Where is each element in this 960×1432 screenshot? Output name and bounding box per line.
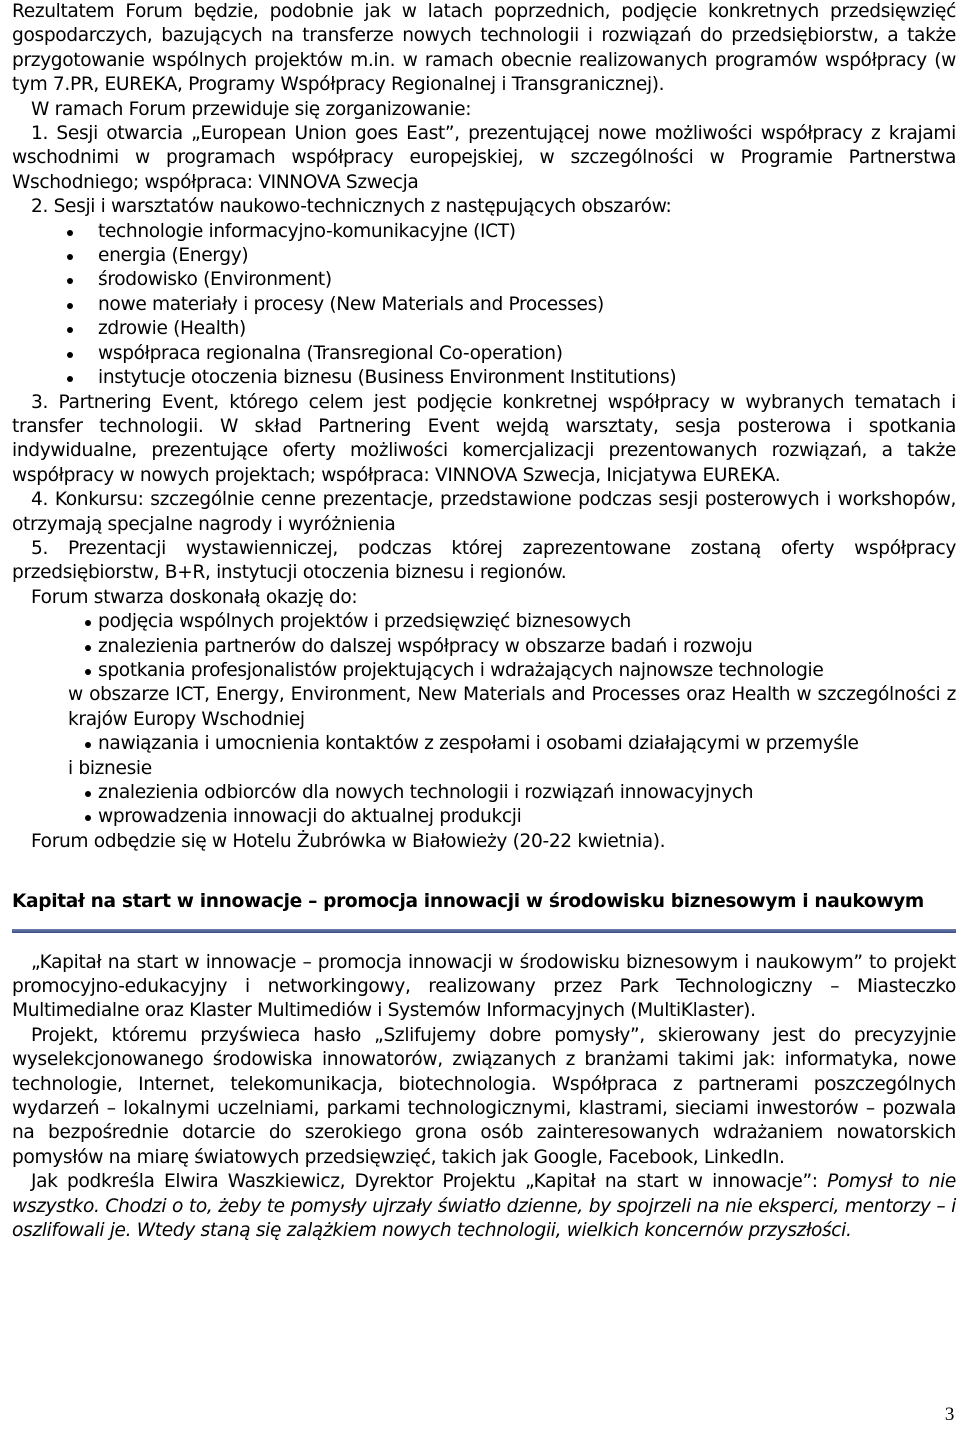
intro-paragraph: Rezultatem Forum będzie, podobnie jak w latach poprzednich, podjęcie konkretnych przedsięwzięć gospodarczych, bazujących na transferze nowych technologii i rozwiązań do przedsiębiorstw, a także przygotowanie wspólnych projektów m.in. w ramach obecnie realizowanych programów współpracy (w tym 7.PR, EUREKA, Programy Współpracy Regionalnej i Transgranicznej). — [12, 1, 956, 96]
opportunities-list — [12, 610, 956, 830]
list-item: technologie informacyjno-komunikacyjne (ICT) — [12, 220, 956, 244]
quote: Pomysł to nie wszystko. Chodzi o to, żeby te pomysły ujrzały światło dzienne, by spojrzeli na nie eksperci, mentorzy – i oszlifowali je. Wtedy staną się zalążkiem nowych technologii, wielkich koncernów przyszłości. — [12, 1171, 956, 1242]
list-item: środowisko (Environment) — [12, 268, 956, 292]
list-item: nawiązania i umocnienia kontaktów z zespołami i osobami działającymi w przemyśle i biznesie — [12, 732, 956, 781]
list-item: znalezienia partnerów do dalszej współpracy w obszarze badań i rozwoju — [12, 635, 956, 659]
venue-text: Forum odbędzie się w Hotelu Żubrówka w Białowieży (20-22 kwietnia). — [31, 830, 666, 852]
list-item: znalezienia odbiorców dla nowych technologii i rozwiązań innowacyjnych — [12, 781, 956, 805]
list-item: instytucje otoczenia biznesu (Business Environment Institutions) — [12, 366, 956, 390]
item-1: 1. Sesji otwarcia „European Union goes East”, prezentującej nowe możliwości współpracy z krajami wschodnimi w programach współpracy europejskiej, w szczególności w Programie Partnerstwa Wschodniego; współpraca: VINNOVA Szwecja — [12, 123, 956, 193]
paragraph-3: Jak podkreśla Elwira Waszkiewicz, Dyrektor Projektu „Kapitał na start w innowacje”: Pomysł to nie wszystko. Chodzi o to, żeby te pomysły ujrzały światło dzienne, by spojrzeli na nie eksperci, mentorzy – i oszlifowali je. Wtedy staną się zalążkiem nowych technologii, wielkich koncernów przyszłości. — [12, 1171, 956, 1242]
list-item: energia (Energy) — [12, 244, 956, 268]
item-2: 2. Sesji i warsztatów naukowo-technicznych z następujących obszarów: — [31, 196, 672, 218]
section-heading: Kapitał na start w innowacje – promocja innowacji w środowisku biznesowym i naukowym — [12, 891, 924, 913]
areas-list — [12, 220, 956, 391]
list-item: wprowadzenia innowacji do aktualnej produkcji — [12, 805, 956, 829]
page-number: 3 — [944, 1404, 954, 1425]
paragraph-2: Projekt, któremu przyświeca hasło „Szlifujemy dobre pomysły”, skierowany jest do precyzyjnie wyselekcjonowanego środowiska innowatorów, związanych z branżami takimi jak: informatyka, nowe technologie, Internet, telekomunikacja, biotechnologia. Współpraca z partnerami poszczególnych wydarzeń – lokalnymi uczelniami, parkami technologicznymi, klastrami, sieciami inwestorów – pozwala na bezpośrednie dotarcie do szerokiego grona osób zainteresowanych wdrażaniem nowatorskich pomysłów na miarę światowych przedsięwzięć, takich jak Google, Facebook, LinkedIn. — [12, 1024, 956, 1168]
item-3: 3. Partnering Event, którego celem jest podjęcie konkretnej współpracy w wybranych tematach i transfer technologii. W skład Partnering Event wejdą warsztaty, sesja posterowa i spotkania indywidualne, prezentujące oferty możliwości komercjalizacji prezentowanych rozwiązań, a także współpracy w nowych projektach; współpraca: VINNOVA Szwecja, Inicjatywa EUREKA. — [12, 391, 956, 486]
paragraph-1: „Kapitał na start w innowacje – promocja innowacji w środowisku biznesowym i naukowym” to projekt promocyjno-edukacyjny i networkingowy, realizowany przez Park Technologiczny – Miasteczko Multimedialne oraz Klaster Multimediów i Systemów Informacyjnych (MultiKlaster). — [12, 951, 956, 1022]
list-item: podjęcia wspólnych projektów i przedsięwzięć biznesowych — [12, 610, 956, 634]
list-item: zdrowie (Health) — [12, 317, 956, 341]
item-4: 4. Konkursu: szczególnie cenne prezentacje, przedstawione podczas sesji posterowych i workshopów, otrzymają specjalne nagrody i wyróżnienia — [12, 489, 956, 535]
opportunity-intro: Forum stwarza doskonałą okazję do: — [31, 586, 358, 608]
heading-rule — [12, 929, 956, 933]
forum-intro: W ramach Forum przewiduje się zorganizowanie: — [31, 98, 472, 120]
list-item: nowe materiały i procesy (New Materials and Processes) — [12, 293, 956, 317]
item-5: 5. Prezentacji wystawienniczej, podczas której zaprezentowane zostaną oferty współpracy przedsiębiorstw, B+R, instytucji otoczenia biznesu i regionów. — [12, 537, 956, 584]
document-page — [12, 0, 956, 1244]
list-item: spotkania profesjonalistów projektujących i wdrażających najnowsze technologie w obszarze ICT, Energy, Environment, New Materials and Processes oraz Health w szczególności z krajów Europy Wschodniej — [12, 659, 956, 732]
list-item: współpraca regionalna (Transregional Co-operation) — [12, 342, 956, 366]
